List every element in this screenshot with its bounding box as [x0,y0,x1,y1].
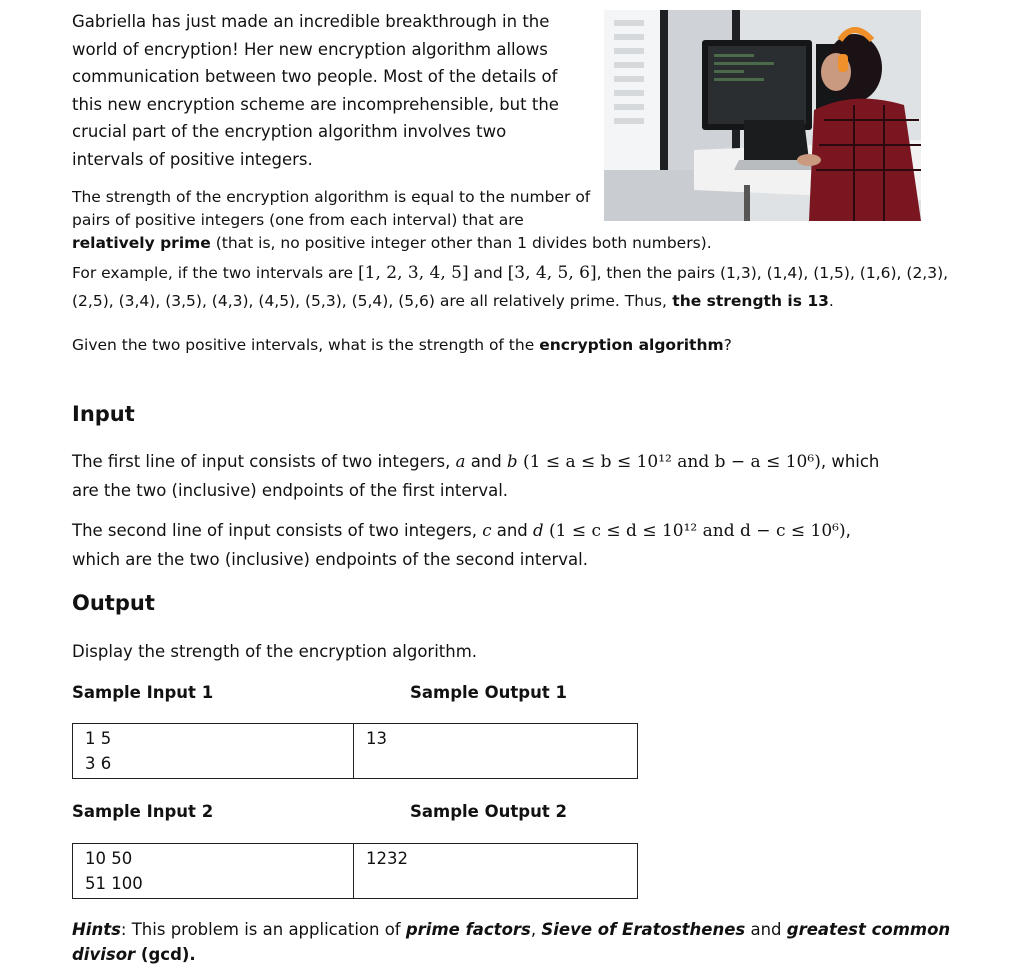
question-bold: encryption algorithm [539,336,724,354]
strength-paragraph [72,186,712,255]
relatively-prime-term: relatively prime [72,234,211,252]
hints-sep: , [530,920,542,939]
input-text: The first line of input consists of two integers, [72,452,456,471]
sample-input-line: 3 6 [85,754,112,773]
intro-line: Gabriella has just made an incredible breakthrough in the [72,12,550,31]
hint-sieve: Sieve of Eratosthenes [541,920,746,939]
output-heading: Output [72,591,155,615]
sample-input-2 [73,844,354,899]
sample-input-line: 51 100 [85,874,143,893]
hints-paragraph [72,917,950,967]
example-and: and [468,264,508,282]
sample-2-table [72,843,638,899]
interval-1: [1, 2, 3, 4, 5] [358,263,469,283]
var-a: a [455,452,466,471]
sample-input-2-label: Sample Input 2 [72,802,214,821]
sample-1-table [72,723,638,779]
pairs-list: (2,5), (3,4), (3,5), (4,3), (4,5), (5,3), (5,4), (5,6) are all relatively prime. Thus, [72,292,667,310]
interval-2: [3, 4, 5, 6] [507,263,597,283]
constraint-1: (1 ≤ a ≤ b ≤ 10¹² and b − a ≤ 10⁶) [517,452,821,472]
input-text: The second line of input consists of two integers, [72,521,483,540]
hint-gcd-cont: divisor [72,945,136,964]
sample-input-line: 10 50 [85,849,133,868]
hints-label: Hints [72,920,121,939]
hints-sep: and [745,920,787,939]
var-c: c [482,521,492,540]
strength-line: The strength of the encryption algorithm is equal to the number of [72,188,591,206]
input-line-1-paragraph [72,448,879,504]
question-prefix: Given the two positive intervals, what is the strength of the [72,336,540,354]
question-suffix: ? [723,336,732,354]
period: . [828,292,834,310]
example-suffix: , then the pairs (1,3), (1,4), (1,5), (1,6), (2,3), [596,264,949,282]
intro-line: communication between two people. Most of the details of [72,67,558,86]
input-text: which are the two (inclusive) endpoints of the second interval. [72,549,588,569]
example-paragraph [72,259,948,315]
question-text [72,332,732,360]
var-b: b [507,452,518,471]
intro-line: world of encryption! Her new encryption algorithm allows [72,39,548,59]
strength-line: pairs of positive integers (one from each interval) that are [72,211,524,229]
sample-output-2-label: Sample Output 2 [410,802,567,821]
hints-end: (gcd). [135,945,196,964]
input-text: are the two (inclusive) endpoints of the first interval. [72,480,509,500]
example-prefix: For example, if the two intervals are [72,264,359,282]
input-text: and [465,452,507,471]
constraint-2: (1 ≤ c ≤ d ≤ 10¹² and d − c ≤ 10⁶) [543,521,846,541]
output-text: Display the strength of the encryption algorithm. [72,642,478,661]
sample-input-1 [73,724,354,779]
intro-line: crucial part of the encryption algorithm involves two [72,122,507,141]
sample-input-1-label: Sample Input 1 [72,683,214,702]
intro-paragraph [72,8,559,173]
hints-text: : This problem is an application of [120,920,406,939]
input-text: , [845,521,851,540]
input-heading: Input [72,402,135,426]
hint-gcd: greatest common [786,920,951,939]
input-text: and [491,521,534,540]
var-d: d [533,521,544,540]
input-text: , which [820,452,880,471]
input-line-2-paragraph [72,517,851,573]
intro-line: this new encryption scheme are incomprehensible, but the [72,94,559,114]
sample-input-line: 1 5 [85,729,112,748]
sample-output-1: 13 [354,724,638,779]
intro-line: intervals of positive integers. [72,149,313,169]
strength-result: the strength is 13 [666,292,829,310]
hint-prime-factors: prime factors [405,920,531,939]
sample-output-1-label: Sample Output 1 [410,683,567,702]
strength-line: (that is, no positive integer other than 1 divides both numbers). [210,234,712,252]
sample-output-2: 1232 [354,844,638,899]
